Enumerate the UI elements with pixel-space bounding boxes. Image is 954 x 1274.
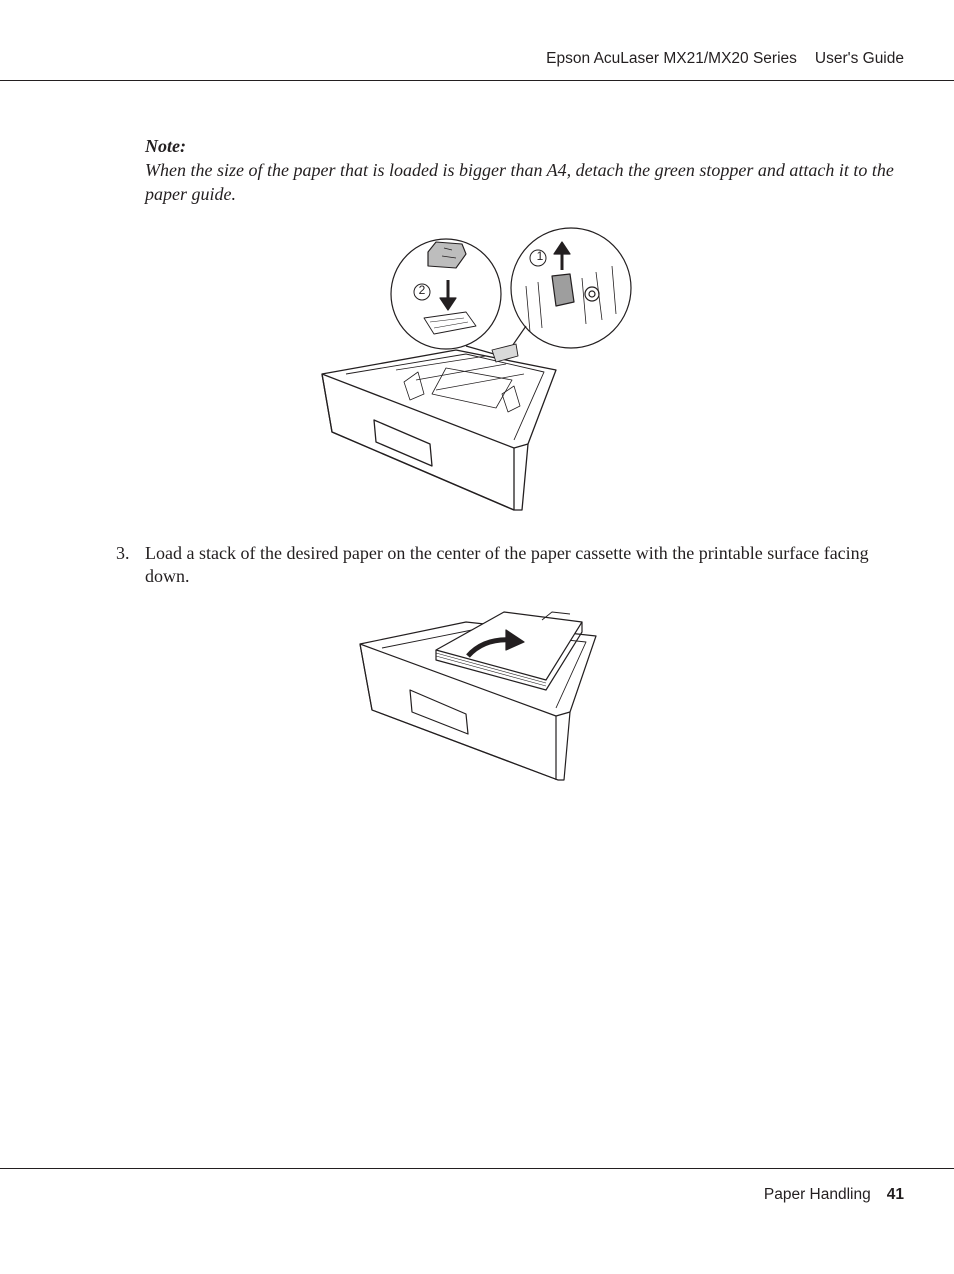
step-text: Load a stack of the desired paper on the center of the paper cassette with the printable surface facing down.	[145, 543, 869, 586]
cassette-stopper-figure	[316, 222, 638, 514]
page-footer	[764, 1186, 904, 1204]
page-number: 41	[886, 1186, 904, 1203]
callout-number-2: 2	[418, 283, 426, 297]
load-paper-figure	[356, 600, 600, 784]
header-doc-type: User's Guide	[814, 50, 904, 67]
page-header	[546, 50, 904, 68]
footer-section: Paper Handling	[763, 1186, 871, 1203]
step-number: 3.	[116, 543, 130, 563]
note-label: Note:	[145, 136, 186, 156]
note-text: When the size of the paper that is loaded is bigger than A4, detach the green stopper and attach it to the paper guide.	[145, 160, 894, 204]
header-product: Epson AcuLaser MX21/MX20 Series	[546, 50, 797, 67]
note-block	[145, 134, 905, 206]
cassette-tray	[322, 344, 556, 510]
header-rule	[0, 80, 954, 81]
footer-rule	[0, 1168, 954, 1169]
callout-number-1: 1	[536, 249, 544, 263]
